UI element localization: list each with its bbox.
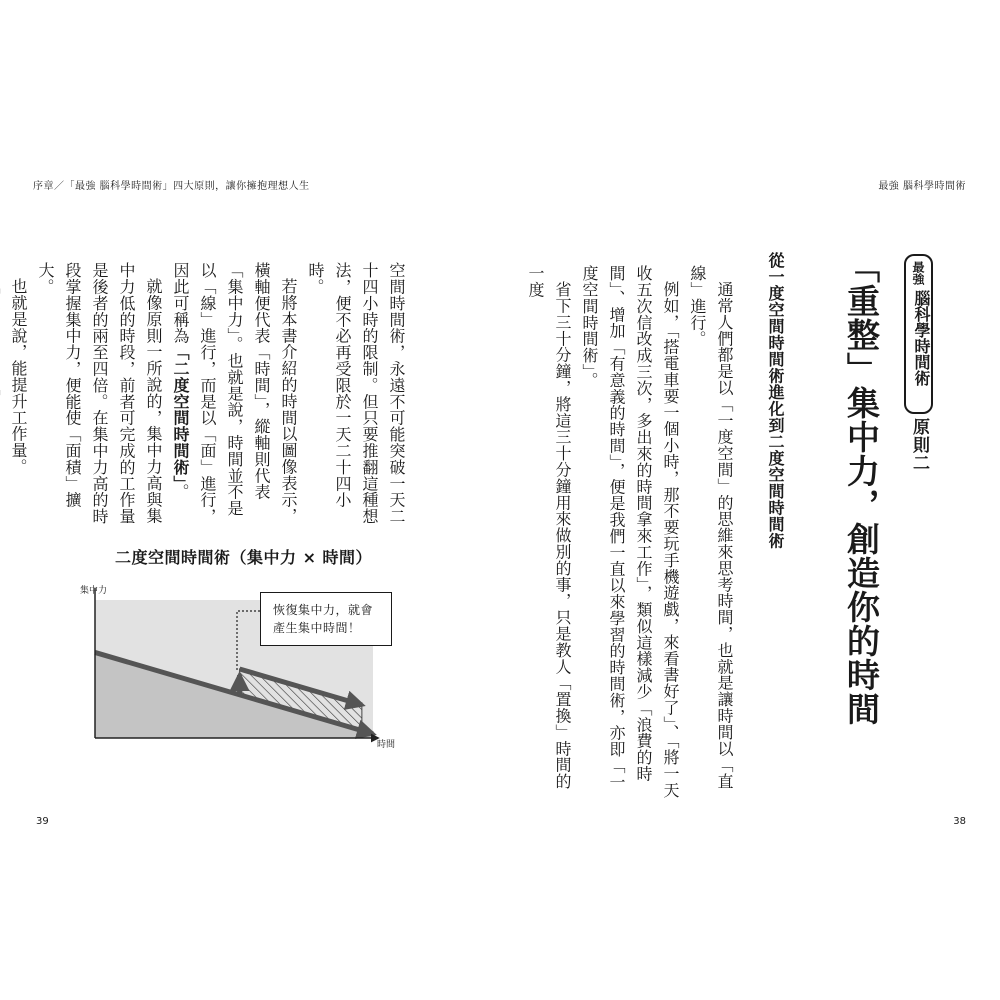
paragraph: 省下三十分鐘，將這三十分鐘用來做別的事，只是教人「置換」時間的一度: [526, 265, 572, 790]
series-label-title: 腦科學時間術: [912, 290, 931, 386]
callout-line: 恢復集中力，就會: [273, 603, 374, 617]
paragraph: 也就是說，能提升工作量。: [9, 278, 28, 475]
section-subheading: 從一度空間時間術進化到二度空間時間術: [766, 252, 785, 549]
bold-term: 「二度空間時間術」: [171, 344, 190, 484]
running-header-left: 序章／「最強 腦科學時間術」四大原則，讓你擁抱理想人生: [33, 181, 310, 192]
running-header-right: 最強 腦科學時間術: [878, 181, 966, 192]
page-number-left: 39: [36, 816, 49, 827]
series-label-small: 最強: [911, 261, 925, 285]
paragraph: 就像原則一所說的，集中力高與集中力低的時段，前者可完成的工作量是後者的兩至四倍。在集中力高的時段掌握集中力，便能使「面積」擴大。: [36, 262, 163, 525]
paragraph: [0, 262, 5, 532]
left-body-text: [9, 262, 410, 532]
rule-label: 原則二: [909, 418, 929, 472]
chart-title: 二度空間時間術（集中力 × 時間）: [115, 548, 373, 567]
series-label-box: [904, 254, 933, 414]
y-axis-label: 集中力: [80, 586, 108, 596]
paragraph: 例如，「搭電車要一個小時，那不要玩手機遊戲，來看書好了」、「將一天收五次信改成三次，多出來的時間拿來工作」，類似這樣減少「浪費的時間」、增加「有意義的時間」，便是我們一直以來學習的時間術，亦即「一度空間時間術」。: [580, 265, 680, 799]
paragraph-text: 若將本書介紹的時間以圖像表示，橫軸便代表「時間」，縱軸則代表「集中力」。也就是說，時間並不是以「線」進行，而是以「面」進行，因此可稱為: [171, 262, 298, 525]
paragraph: [167, 262, 302, 532]
paragraph: 空間時間術，永遠不可能突破一天二十四小時的限制。但只要推翻這種想法，便不必再受限於一天二十四小時。: [306, 262, 406, 525]
callout-line: 產生集中時間！: [273, 621, 361, 635]
page-number-right: 38: [953, 816, 966, 827]
term-suffix: 。: [171, 483, 190, 501]
x-axis-label: 時間: [377, 740, 396, 750]
chart-callout: [260, 592, 392, 646]
chapter-title: 「重整」集中力，創造你的時間: [842, 250, 881, 726]
right-body-text: [526, 265, 738, 805]
paragraph: 通常人們都是以「一度空間」的思維來思考時間，也就是讓時間以「直線」進行。: [688, 265, 734, 790]
